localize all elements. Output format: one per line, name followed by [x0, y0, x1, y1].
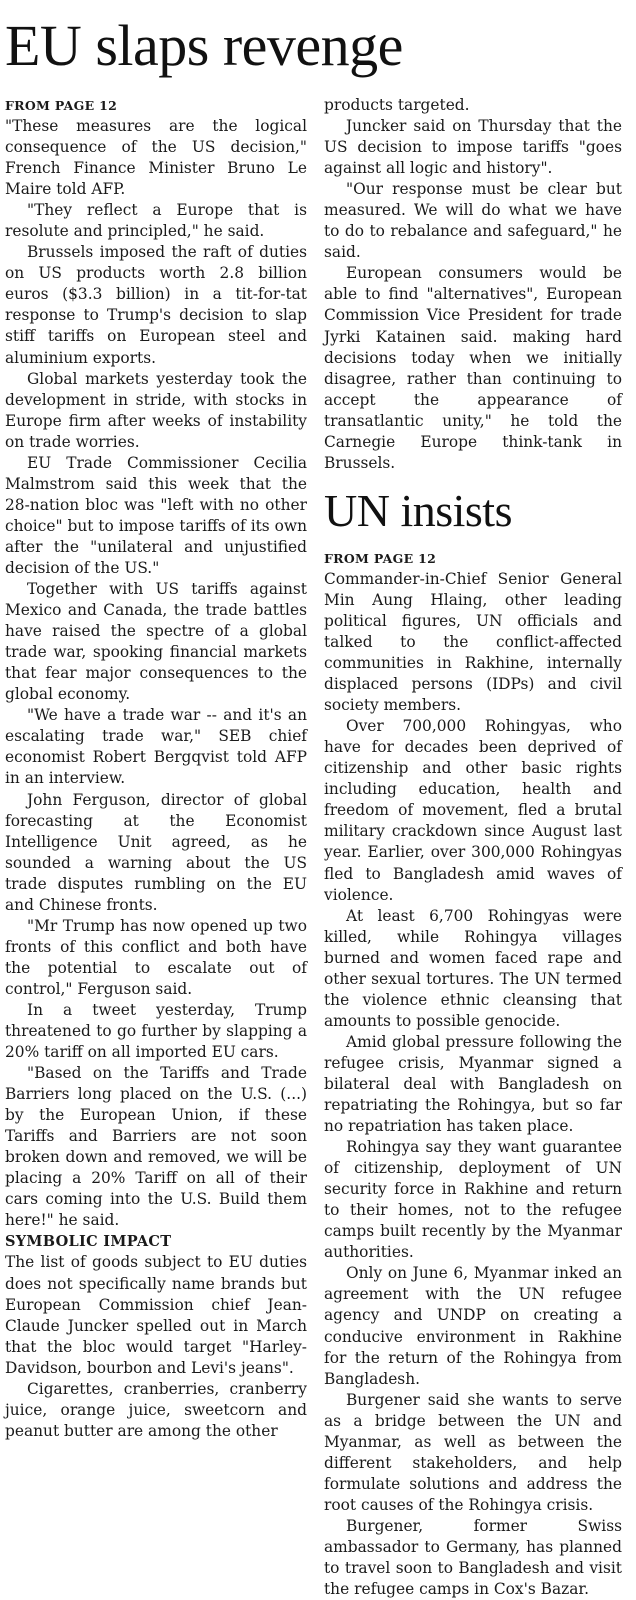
article-column-right — [324, 95, 622, 1600]
paragraph: At least 6,700 Rohingyas were killed, while Rohingya villages burned and women faced rape and other sexual tortures. The UN termed the violence ethnic cleansing that amounts to possible genocide. — [324, 906, 622, 1030]
paragraph: "We have a trade war -- and it's an escalating trade war," SEB chief economist Robert Bergqvist told AFP in an interview. — [5, 706, 307, 788]
subheading: SYMBOLIC IMPACT — [5, 1233, 172, 1251]
paragraph: Burgener, former Swiss ambassador to Germany, has planned to travel soon to Bangladesh and visit the refugee camps in Cox's Bazar. — [324, 1516, 622, 1599]
headline-un-insists: UN insists — [324, 484, 512, 536]
paragraph: Amid global pressure following the refugee crisis, Myanmar signed a bilateral deal with Bangladesh on repatriating the Rohingya, but so far no repatriation has taken place. — [324, 1032, 622, 1136]
paragraph: "These measures are the logical consequence of the US decision," French Finance Minister Bruno Le Maire told AFP. — [5, 117, 307, 199]
paragraph: Over 700,000 Rohingyas, who have for decades been deprived of citizenship and other basic rights including education, health and freedom of movement, fled a brutal military crackdown since August last year. Earlier, over 300,000 Rohingyas fled to Bangladesh amid waves of violence. — [324, 717, 622, 904]
paragraph: "Our response must be clear but measured. We will do what we have to do to rebalance and safeguard," he said. — [324, 180, 622, 262]
paragraph: Global markets yesterday took the development in stride, with stocks in Europe firm after weeks of instability on trade worries. — [5, 369, 307, 451]
article-column-left — [5, 95, 307, 1442]
headline-eu-slaps-revenge: EU slaps revenge — [5, 13, 403, 78]
paragraph: Burgener said she wants to serve as a bridge between the UN and Myanmar, as well as between the different stakeholders, and help formulate solutions and address the root causes of the Rohingya crisis. — [324, 1390, 622, 1514]
paragraph: European consumers would be able to find "alternatives", European Commission Vice President for trade Jyrki Katainen said. making hard decisions today when we initially disagree, rather than continuing to accept the appearance of transatlantic unity," he told the Carnegie Europe think-tank in Brussels. — [324, 264, 622, 472]
paragraph: John Ferguson, director of global forecasting at the Economist Intelligence Unit agreed, as he sounded a warning about the US trade disputes rumbling on the EU and Chinese fronts. — [5, 790, 307, 914]
paragraph: "Mr Trump has now opened up two fronts of this conflict and both have the potential to escalate out of control," Ferguson said. — [5, 916, 307, 998]
paragraph: EU Trade Commissioner Cecilia Malmstrom said this week that the 28-nation bloc was "left with no other choice" but to impose tariffs of its own after the "unilateral and unjustified decision of the US." — [5, 453, 307, 577]
paragraph: Commander-in-Chief Senior General Min Aung Hlaing, other leading political figures, UN officials and talked to the conflict-affected communities in Rakhine, internally displaced persons (IDPs) and civil society members. — [324, 569, 622, 715]
paragraph: Only on June 6, Myanmar inked an agreement with the UN refugee agency and UNDP on creating a conducive environment in Rakhine for the return of the Rohingya from Bangladesh. — [324, 1264, 622, 1388]
paragraph: products targeted. — [324, 96, 470, 114]
paragraph: "They reflect a Europe that is resolute and principled," he said. — [5, 201, 307, 241]
jump-line: FROM PAGE 12 — [324, 550, 437, 566]
paragraph: Cigarettes, cranberries, cranberry juice, orange juice, sweetcorn and peanut butter are among the other — [5, 1379, 307, 1440]
paragraph: In a tweet yesterday, Trump threatened to go further by slapping a 20% tariff on all imported EU cars. — [5, 1000, 307, 1062]
jump-line: FROM PAGE 12 — [5, 98, 118, 113]
paragraph: "Based on the Tariffs and Trade Barriers long placed on the U.S. (...) by the European Union, if these Tariffs and Barriers are not soon broken down and removed, we will be placing a 20% Tariff on all of their cars coming into the U.S. Build them here!" he said. — [5, 1064, 307, 1230]
paragraph: The list of goods subject to EU duties does not specifically name brands but European Commission chief Jean-Claude Juncker spelled out in March that the bloc would target "Harley-Davidson, bourbon and Levi's jeans". — [5, 1253, 307, 1377]
paragraph: Juncker said on Thursday that the US decision to impose tariffs "goes against all logic and history". — [324, 117, 622, 178]
paragraph: Rohingya say they want guarantee of citizenship, deployment of UN security force in Rakhine and return to their homes, not to the refugee camps built recently by the Myanmar authorities. — [324, 1138, 622, 1262]
paragraph: Together with US tariffs against Mexico and Canada, the trade battles have raised the spectre of a global trade war, spooking financial markets that fear major consequences to the global economy. — [5, 580, 307, 704]
paragraph: Brussels imposed the raft of duties on US products worth 2.8 billion euros ($3.3 billion) in a tit-for-tat response to Trump's decision to slap stiff tariffs on European steel and aluminium exports. — [5, 243, 307, 367]
